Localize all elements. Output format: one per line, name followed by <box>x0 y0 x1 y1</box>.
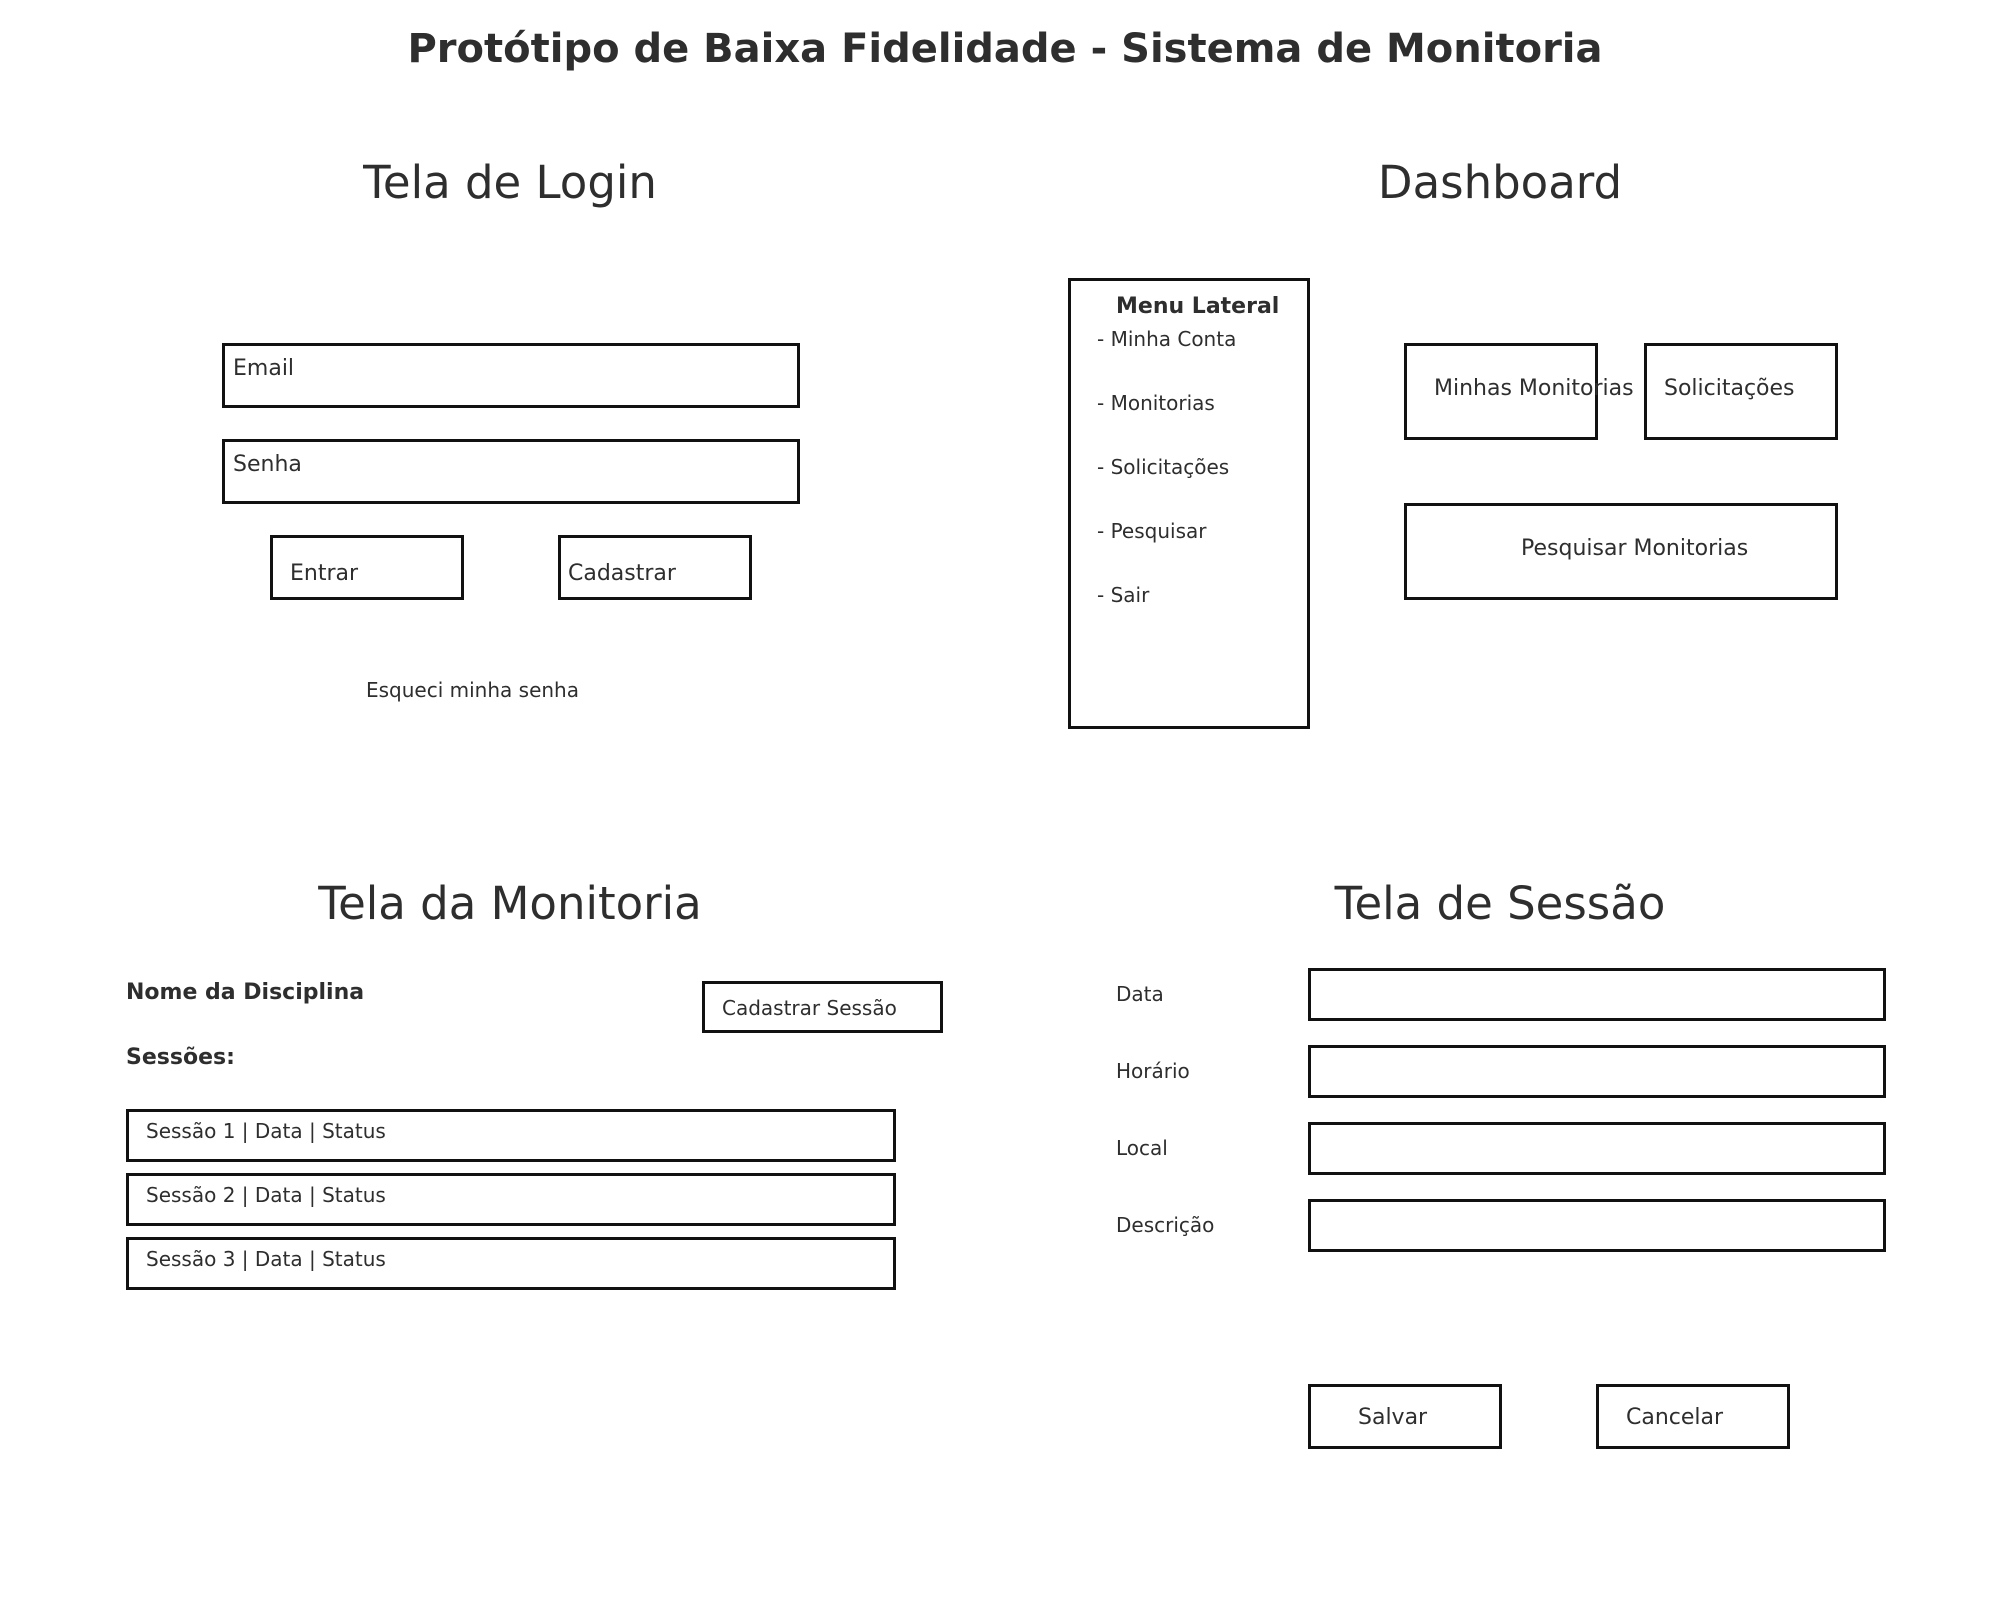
menu-item-requests[interactable]: - Solicitações <box>1097 455 1230 479</box>
dashboard-screen-title: Dashboard <box>1377 156 1623 209</box>
password-field-label: Senha <box>233 452 302 477</box>
session-row[interactable] <box>126 1109 896 1162</box>
session-row[interactable] <box>126 1173 896 1226</box>
search-monitorias-button[interactable] <box>1404 503 1838 600</box>
requests-button[interactable] <box>1644 343 1838 440</box>
side-menu-title: Menu Lateral <box>1116 294 1280 319</box>
session-row-label: Sessão 1 | Data | Status <box>146 1119 386 1143</box>
login-screen-title: Tela de Login <box>363 156 657 209</box>
time-field[interactable] <box>1308 1045 1886 1098</box>
email-field-label: Email <box>233 356 295 381</box>
register-button[interactable] <box>558 535 752 600</box>
date-field[interactable] <box>1308 968 1886 1021</box>
enter-button[interactable] <box>270 535 464 600</box>
requests-label: Solicitações <box>1664 376 1795 401</box>
session-row-label: Sessão 2 | Data | Status <box>146 1183 386 1207</box>
monitoria-screen-title: Tela da Monitoria <box>318 877 702 930</box>
subject-name: Nome da Disciplina <box>126 980 365 1005</box>
my-monitorias-label: Minhas Monitorias <box>1434 376 1634 401</box>
save-button[interactable] <box>1308 1384 1502 1449</box>
description-field[interactable] <box>1308 1199 1886 1252</box>
cancel-button-label: Cancelar <box>1626 1405 1724 1430</box>
password-field[interactable] <box>222 439 800 504</box>
forgot-password-link[interactable]: Esqueci minha senha <box>366 678 579 702</box>
session-row-label: Sessão 3 | Data | Status <box>146 1247 386 1271</box>
session-row[interactable] <box>126 1237 896 1290</box>
my-monitorias-button[interactable] <box>1404 343 1634 440</box>
page-title: Protótipo de Baixa Fidelidade - Sistema de Monitoria <box>407 26 1603 72</box>
menu-item-logout[interactable]: - Sair <box>1097 583 1150 607</box>
save-button-label: Salvar <box>1358 1405 1428 1430</box>
date-label: Data <box>1116 982 1164 1006</box>
cancel-button[interactable] <box>1596 1384 1790 1449</box>
enter-button-label: Entrar <box>290 561 359 586</box>
location-field[interactable] <box>1308 1122 1886 1175</box>
description-label: Descrição <box>1116 1213 1215 1237</box>
time-label: Horário <box>1116 1059 1190 1083</box>
session-screen-title: Tela de Sessão <box>1334 877 1666 930</box>
register-button-label: Cadastrar <box>568 561 676 586</box>
location-label: Local <box>1116 1136 1168 1160</box>
register-session-button[interactable] <box>702 981 943 1033</box>
menu-item-search[interactable]: - Pesquisar <box>1097 519 1207 543</box>
sessions-heading: Sessões: <box>126 1045 235 1070</box>
menu-item-monitorias[interactable]: - Monitorias <box>1097 391 1215 415</box>
side-menu <box>1068 278 1310 729</box>
register-session-label: Cadastrar Sessão <box>722 996 897 1020</box>
menu-item-my-account[interactable]: - Minha Conta <box>1097 327 1237 351</box>
email-field[interactable] <box>222 343 800 408</box>
search-monitorias-label: Pesquisar Monitorias <box>1521 536 1749 561</box>
